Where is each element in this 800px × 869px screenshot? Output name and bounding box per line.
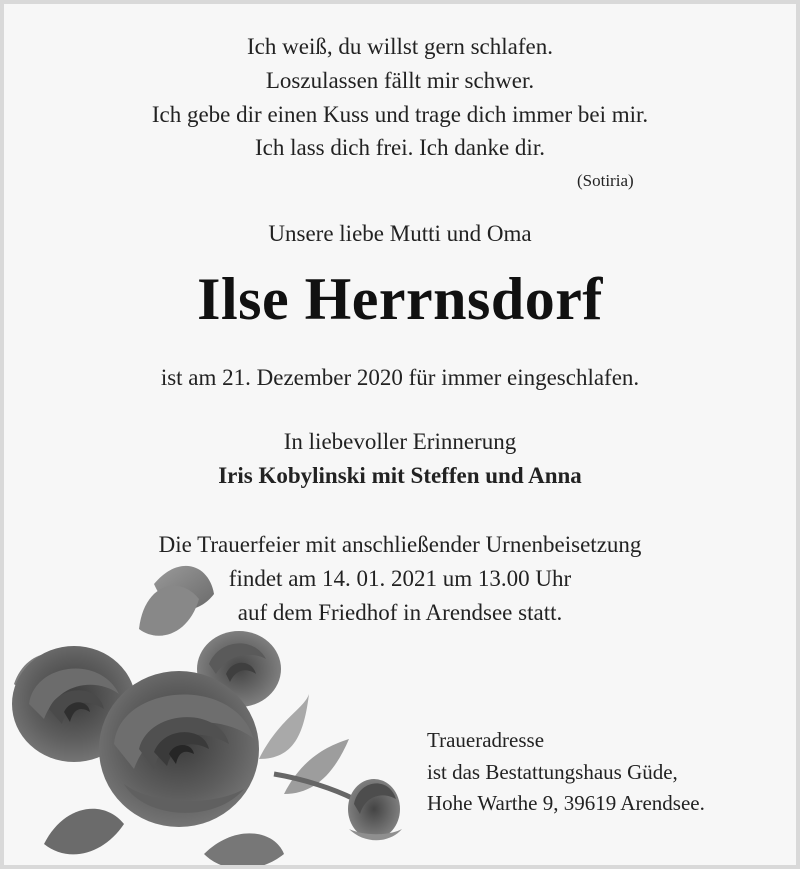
poem-author: (Sotiria): [577, 171, 634, 190]
address-line-2: ist das Bestattungshaus Güde,: [427, 760, 678, 784]
funeral-line-1: Die Trauerfeier mit anschließender Urnenbeisetzung: [158, 532, 642, 557]
death-text: ist am 21. Dezember 2020 für immer eingeschlafen.: [160, 365, 640, 390]
mourners-names: Iris Kobylinski mit Steffen und Anna: [218, 463, 582, 488]
deceased-name: Ilse Herrnsdorf: [197, 266, 603, 332]
funeral-line-2: findet am 14. 01. 2021 um 13.00 Uhr: [228, 566, 572, 591]
obituary-notice: [4, 4, 796, 865]
address-line-1: Traueradresse: [427, 728, 545, 752]
funeral-line-3: auf dem Friedhof in Arendsee statt.: [237, 600, 563, 625]
poem-line-3: Ich gebe dir einen Kuss und trage dich immer bei mir.: [151, 102, 649, 127]
poem-line-4: Ich lass dich frei. Ich danke dir.: [255, 135, 545, 160]
remembrance-label: In liebevoller Erinnerung: [283, 429, 517, 454]
address-line-3: Hohe Warthe 9, 39619 Arendsee.: [427, 791, 705, 815]
intro-text: Unsere liebe Mutti und Oma: [268, 221, 532, 246]
poem-line-1: Ich weiß, du willst gern schlafen.: [247, 34, 553, 59]
poem-line-2: Loszulassen fällt mir schwer.: [265, 68, 535, 93]
